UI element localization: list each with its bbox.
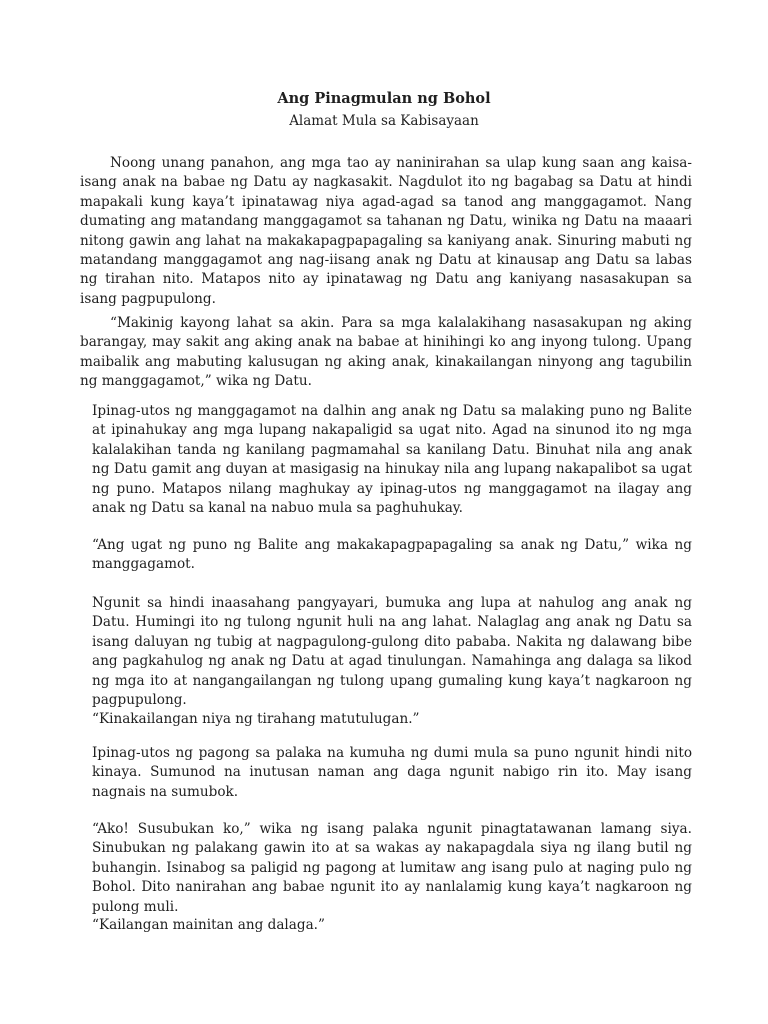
paragraph-6: “Kinakailangan niya ng tirahang matutulugan.” xyxy=(92,711,420,727)
document-title: Ang Pinagmulan ng Bohol xyxy=(277,90,491,107)
paragraph-1: Noong unang panahon, ang mga tao ay naninirahan sa ulap kung saan ang kaisa-isang anak na babae ng Datu ay nagkasakit. Nagdulot ito ng bagabag sa Datu at hindi mapakali kung kaya’t ipinatawag niya agad-agad sa tanod ang manggagamot. Nang dumating ang matandang manggagamot sa tahanan ng Datu, winika ng Datu na maaari nitong gawin ang lahat na makakapagpapagaling sa kaniyang anak. Sinuring mabuti ng matandang manggagamot ang nag-iisang anak ng Datu at kinausap ang Datu sa labas ng tirahan nito. Matapos nito ay ipinatawag ng Datu ang kaniyang nasasakupan sa isang pagpupulong. xyxy=(80,155,692,307)
document-subtitle: Alamat Mula sa Kabisayaan xyxy=(289,113,479,129)
paragraph-7: Ipinag-utos ng pagong sa palaka na kumuha ng dumi mula sa puno ngunit hindi nito kinaya. Sumunod na inutusan naman ang daga ngunit nabigo rin ito. May isang nagnais na sumubok. xyxy=(92,745,692,800)
paragraph-2: “Makinig kayong lahat sa akin. Para sa mga kalalakihang nasasakupan ng aking barangay, may sakit ang aking anak na babae at hinihingi ko ang inyong tulong. Upang maibalik ang mabuting kalusugan ng aking anak, kinakailangan ninyong ang tagubilin ng manggagamot,” wika ng Datu. xyxy=(80,315,692,390)
paragraph-3: Ipinag-utos ng manggagamot na dalhin ang anak ng Datu sa malaking puno ng Balite at ipinahukay ang mga lupang nakapaligid sa ugat nito. Agad na sinunod ito ng mga kalalakihan tanda ng kanilang pagmamahal sa kanilang Datu. Binuhat nila ang anak ng Datu gamit ang duyan at masigasig na hinukay nila ang lupang nakapalibot sa ugat ng puno. Matapos nilang maghukay ay ipinag-utos ng manggagamot na ilagay ang anak ng Datu sa kanal na nabuo mula sa paghuhukay. xyxy=(92,403,692,517)
paragraph-8: “Ako! Susubukan ko,” wika ng isang palaka ngunit pinagtatawanan lamang siya. Sinubukan ng palakang gawin ito at sa wakas ay nakapagdala siya ng ilang butil ng buhangin. Isinabog sa paligid ng pagong at lumitaw ang isang pulo at naging pulo ng Bohol. Dito nanirahan ang babae ngunit ito ay nanlalamig kung kaya’t nagkaroon ng pulong muli. xyxy=(92,821,692,915)
paragraph-9: “Kailangan mainitan ang dalaga.” xyxy=(92,917,325,933)
title-block xyxy=(0,90,768,130)
paragraph-5: Ngunit sa hindi inaasahang pangyayari, bumuka ang lupa at nahulog ang anak ng Datu. Humingi ito ng tulong ngunit huli na ang lahat. Nalaglag ang anak ng Datu sa isang daluyan ng tubig at nagpagulong-gulong dito pababa. Nakita ng dalawang bibe ang pagkahulog ng anak ng Datu at agad tinulungan. Namahinga ang dalaga sa likod ng mga ito at nangangailangan ng tulong upang gumaling kung kaya’t nagkaroon ng pagpupulong. xyxy=(92,595,692,709)
paragraph-4: “Ang ugat ng puno ng Balite ang makakapagpapagaling sa anak ng Datu,” wika ng manggagamot. xyxy=(92,537,692,573)
